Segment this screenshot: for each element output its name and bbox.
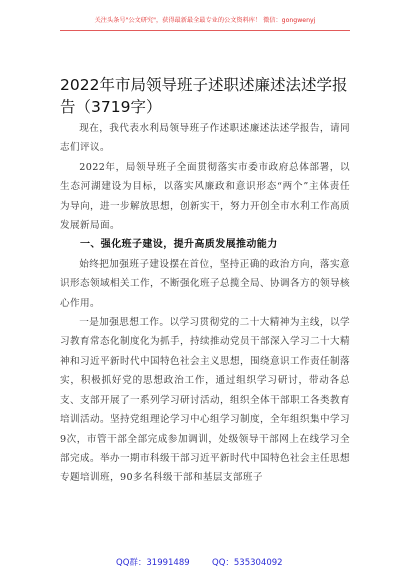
footer-qq-group: QQ群：31991489 (116, 558, 190, 568)
header-divider (60, 30, 350, 31)
header-banner: 关注头条号"公文研究"，获得最新最全最专业的公文资料库！ 微信：gongwenyj (94, 17, 316, 24)
document-title: 2022年市局领导班子述职述廉述法述学报告（3719字） (60, 76, 348, 116)
footer-qq-contact: QQ：535304092 (212, 558, 283, 568)
paragraph: 现在，我代表水利局领导班子作述职述廉述法述学报告，请同志们评议。 (60, 123, 350, 154)
document-body (60, 119, 350, 488)
section-heading: 一、强化班子建设，提升高质发展推动能力 (80, 239, 278, 251)
paragraph: 2022年，局领导班子全面贯彻落实市委市政府总体部署，以生态河湖建设为目标，以落实风廉政和意识形态“两个”主体责任为导向，进一步解放思想，创新实干，努力开创全市水利工作高质发展新局面。 (60, 161, 350, 232)
footer (0, 556, 408, 570)
paragraph: 始终把加强班子建设摆在首位，坚持正确的政治方向，落实意识形态领域相关工作，不断强化班子总揽全局、协调各方的领导核心作用。 (60, 258, 350, 309)
paragraph: 一是加强思想工作。以学习贯彻党的二十大精神为主线，以学习教育常态化制度化为抓手，持续推动党员干部深入学习二十大精神和习近平新时代中国特色社会主义思想，围绕意识工作责任制落实，积极抓好党的思想政治工作，通过组织学习研讨，带动各总支、支部开展了一系列学习研讨活动，组织全体干部职工各类教育培训活动。坚持党组理论学习中心组学习制度，全年组织集中学习9次，市管干部全部完成参加调训，处级领导干部网上在线学习全部完成。举办一期市科级干部习近平新时代中国特色社会主任思想专题培训班，90多名科级干部和基层支部班子 (60, 317, 350, 484)
